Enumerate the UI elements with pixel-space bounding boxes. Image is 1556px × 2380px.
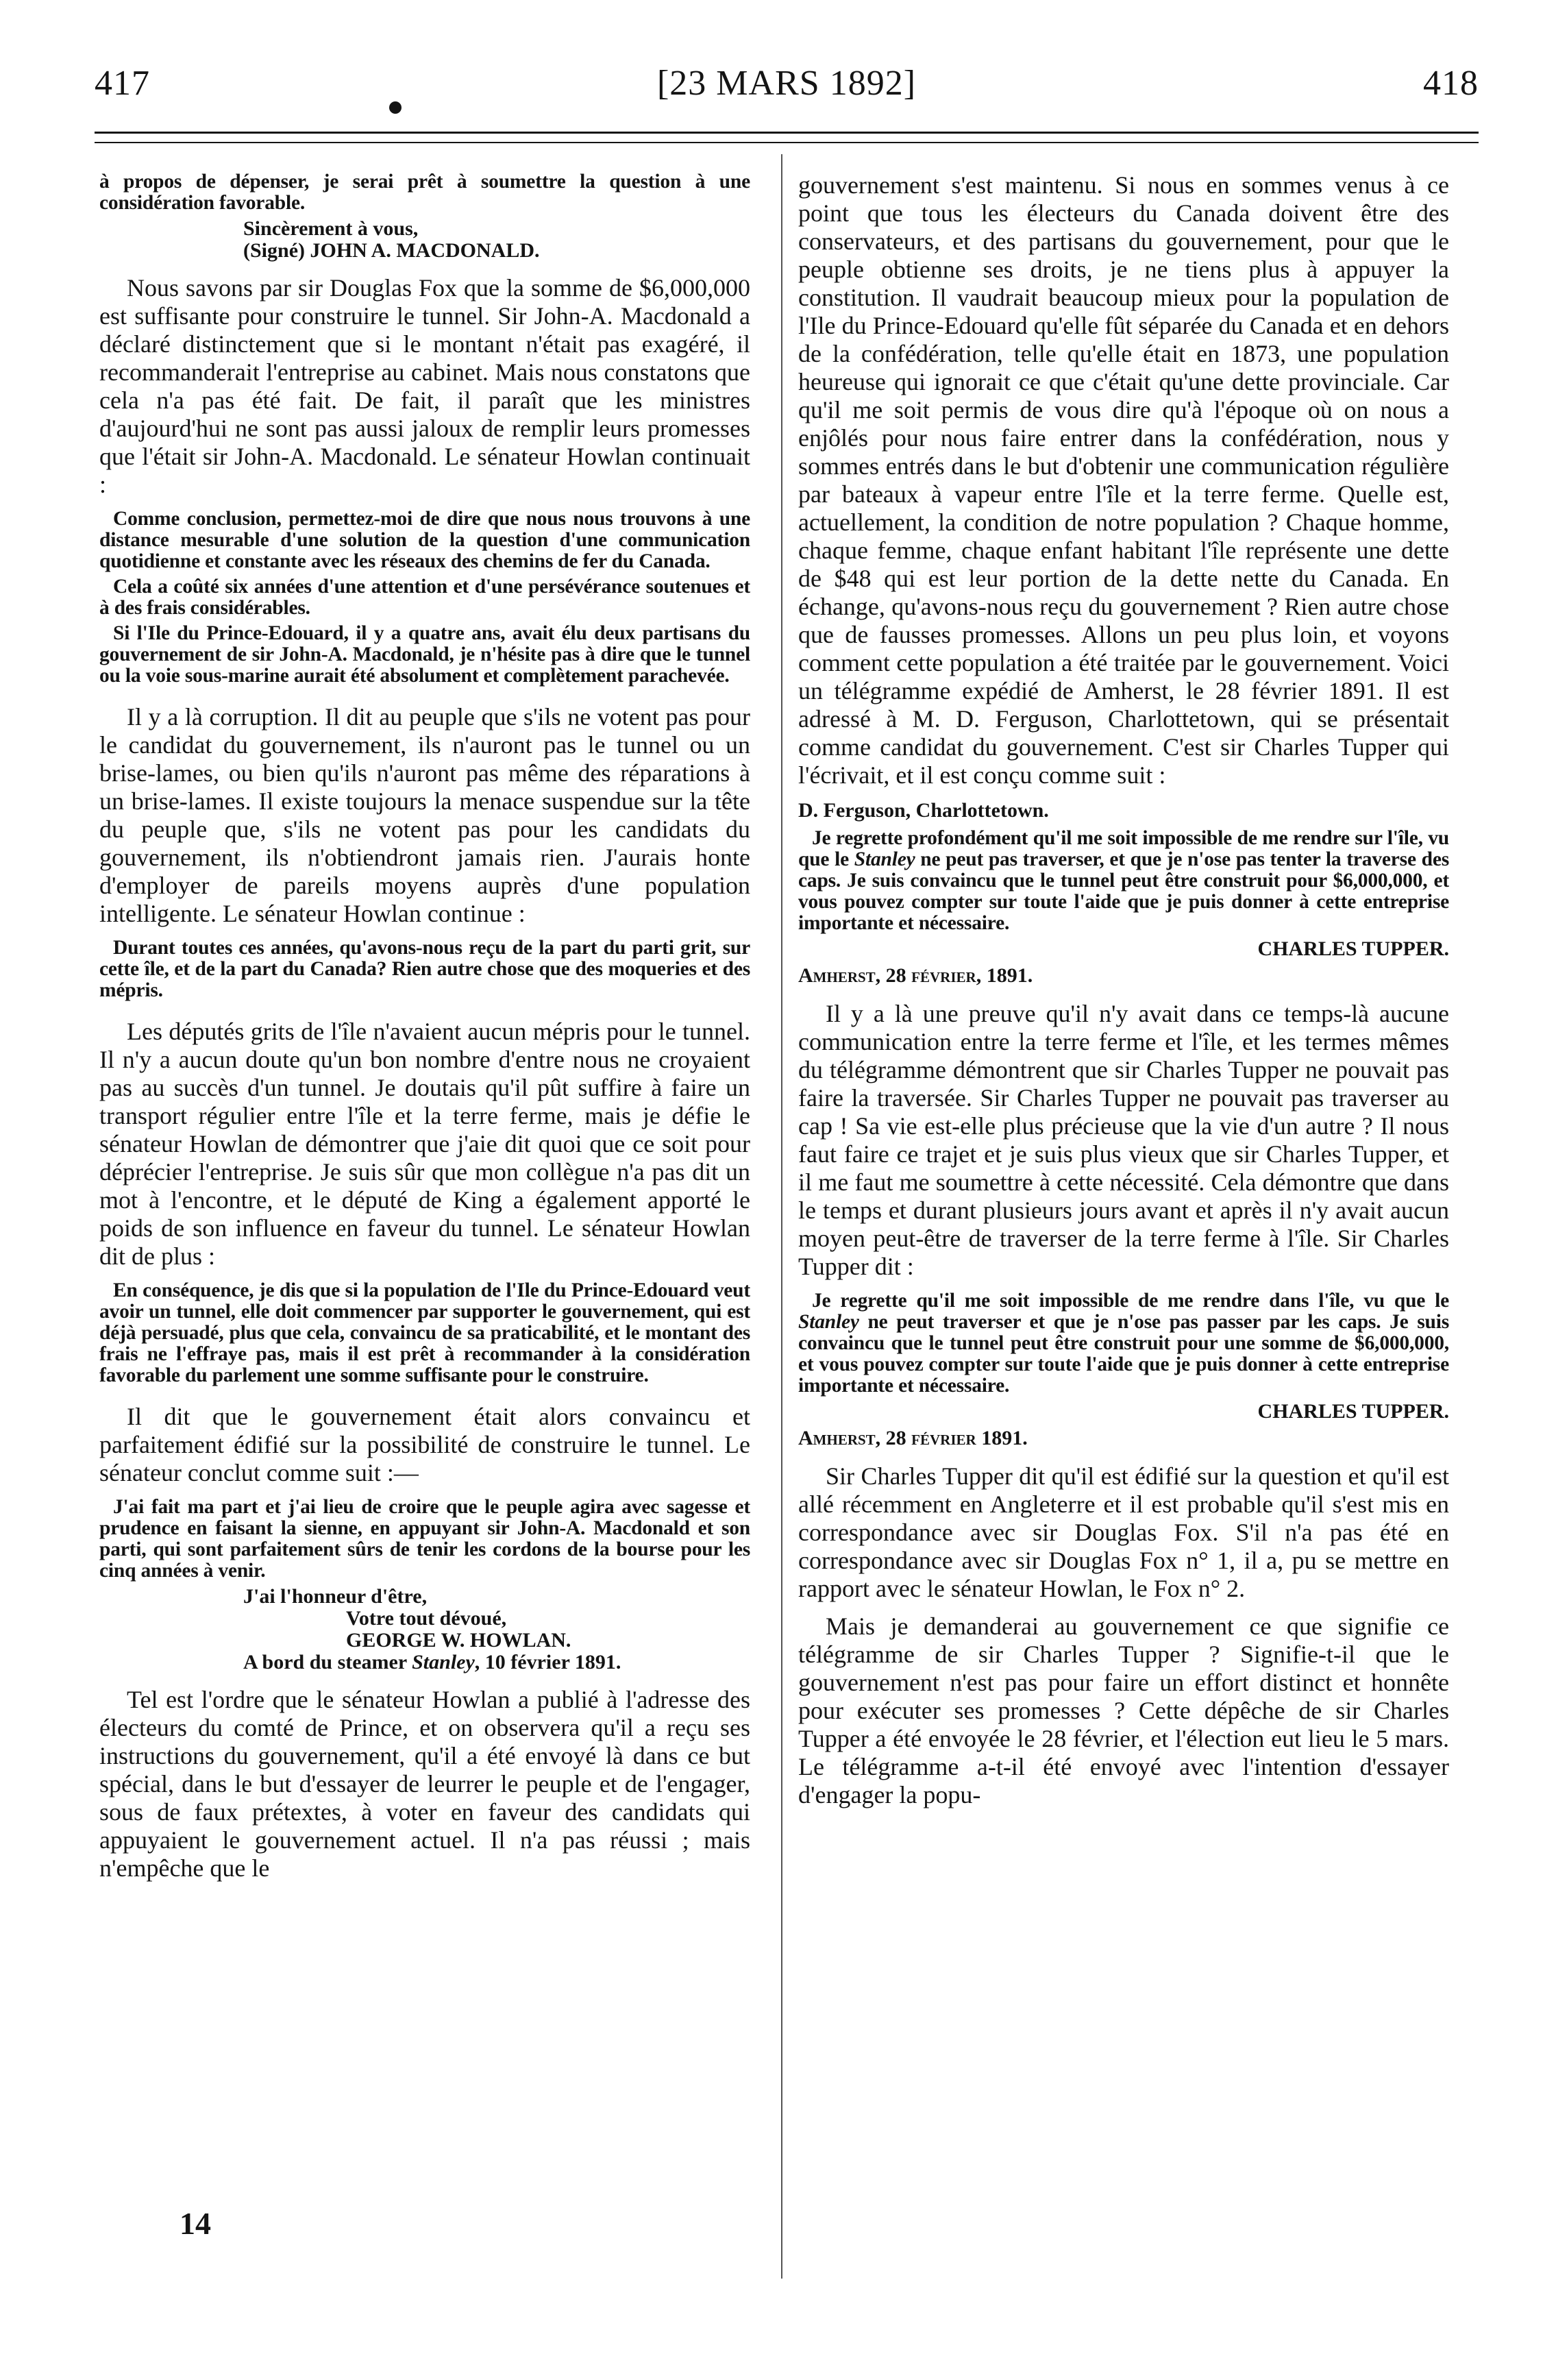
bullet-mark [389,101,402,114]
telegram-text: Je regrette profondément qu'il me soit impossible de me rendre sur l'île, vu que le Stanley ne peut pas traverser, et que je n'ose pas tenter la traverse des caps. Je suis convaincu que le tunnel peut être construit pour $6,000,000, et vous pouvez compter sur toute l'aide que je puis donner à cette entreprise importante et nécessaire. [798,827,1449,934]
header-rule [95,132,1479,134]
letter-closing: Sincèrement à vous, [243,217,419,240]
letter-signature: (Signé) JOHN A. MACDONALD. [243,239,540,262]
body-paragraph: Il dit que le gouvernement était alors convaincu et parfaitement édifié sur la possibilité de construire le tunnel. Le sénateur conclut comme suit :— [99,1403,750,1486]
body-paragraph: Sir Charles Tupper dit qu'il est édifié sur la question et qu'il est allé récemment en Angleterre et il est probable qu'il s'est mis en correspondance avec sir Douglas Fox. S'il n'a pas été en correspondance avec sir Douglas Fox n° 1, il a, pu se mettre en rapport avec le sénateur Howlan, le Fox n° 2. [798,1462,1449,1602]
letter-place-date: A bord du steamer Stanley, 10 février 1891. [243,1651,621,1673]
body-paragraph: Mais je demanderai au gouvernement ce que signifie ce télégramme de sir Charles Tupper ? Signifie-t-il que le gouvernement n'est pas pour faire un effort distinct et honnête pour exécuter ses promesses ? Cette dépêche de sir Charles Tupper a été envoyée le 28 février, et l'élection eut lieu le 5 mars. Le télégramme a-t-il été envoyé avec l'intention d'essayer d'engager la popu- [798,1612,1449,1808]
telegram-signature: CHARLES TUPPER. [1257,937,1449,960]
quote-paragraph: Si l'Ile du Prince-Edouard, il y a quatre ans, avait élu deux partisans du gouvernement de sir John-A. Macdonald, je n'hésite pas à dire que le tunnel ou la voie sous-marine aurait été absolument et complètement parachevée. [99,622,750,687]
page-header [95,48,1479,110]
body-paragraph: Les députés grits de l'île n'avaient aucun mépris pour le tunnel. Il n'y a aucun doute qu'un bon nombre d'entre nous ne croyaient pas au succès d'un tunnel. Je doutais qu'il pût suffire à faire un transport régulier entre l'île et la terre ferme, mais je défie le sénateur Howlan de démontrer que j'aie dit quoi que ce soit pour déprécier l'entreprise. Je suis sûr que mon collègue n'a pas dit un mot à l'encontre, et le député de King a également apporté le poids de son influence en faveur du tunnel. Le sénateur Howlan dit de plus : [99,1018,750,1270]
running-title: [23 MARS 1892] [656,64,917,103]
quote-paragraph: Comme conclusion, permettez-moi de dire que nous nous trouvons à une distance mesurable d'une solution de la question d'une communication quotidienne et constante avec les réseaux des chemins de fer du Canada. [99,508,750,572]
body-paragraph: Il y a là corruption. Il dit au peuple que s'ils ne votent pas pour le candidat du gouvernement, ils n'auront pas le tunnel ou un brise-lames, ou bien qu'ils n'auront pas même des réparations à un brise-lames. Il existe toujours la menace suspendue sur la tête du peuple que, s'ils ne votent pas pour les candidats du gouvernement, ils n'obtiendront jamais rien. J'aurais honte d'employer de pareils moyens auprès d'une population intelligente. Le sénateur Howlan continue : [99,703,750,927]
header-rule-thin [95,142,1479,143]
quote-paragraph: Durant toutes ces années, qu'avons-nous reçu de la part du parti grit, sur cette île, et de la part du Canada? Rien autre chose que des moqueries et des mépris. [99,937,750,1001]
signature-mark: 14 [180,2206,211,2241]
left-column [99,171,750,2309]
telegram-place-date: Amherst, 28 février 1891. [798,1427,1028,1449]
page-number-left: 417 [95,64,150,103]
telegram-text: Je regrette qu'il me soit impossible de me rendre dans l'île, vu que le Stanley ne peut traverser et que je n'ose pas passer par les caps. Je suis convaincu que le tunnel peut être construit pour une somme de $6,000,000, et vous pouvez compter sur toute l'aide que je puis donner à cette entreprise importante et nécessaire. [798,1290,1449,1397]
telegram-address: D. Ferguson, Charlottetown. [798,799,1049,822]
body-paragraph: Tel est l'ordre que le sénateur Howlan a publié à l'adresse des électeurs du comté de Prince, et on observera qu'il a reçu ses instructions du gouvernement, qu'il a été envoyé là dans ce but spécial, dans le but d'essayer de leurrer le peuple et de l'engager, sous de faux prétextes, à voter en faveur des candidats qui appuyaient le gouvernement actuel. Il n'a pas réussi ; mais n'empêche que le [99,1686,750,1882]
letter-signature: GEORGE W. HOWLAN. [346,1629,571,1652]
quote-paragraph: J'ai fait ma part et j'ai lieu de croire que le peuple agira avec sagesse et prudence en faisant la sienne, en appuyant sir John-A. Macdonald et son parti, qui sont parfaitement sûrs de tenir les cordons de la bourse pour les cinq années à venir. [99,1496,750,1582]
page-number-right: 418 [1423,64,1479,103]
quote-paragraph: En conséquence, je dis que si la population de l'Ile du Prince-Edouard veut avoir un tunnel, elle doit commencer par supporter le gouvernement, qui est déjà persuadé, plus que cela, convaincu de sa praticabilité, et le montant des frais ne l'effraye pas, mais il est prêt à recommander à la considération favorable du parlement une somme suffisante pour le construire. [99,1279,750,1386]
quote-paragraph: Cela a coûté six années d'une attention et d'une persévérance soutenues et à des frais considérables. [99,576,750,619]
right-column [798,171,1449,2309]
letter-closing: J'ai l'honneur d'être, [243,1585,428,1608]
body-paragraph: gouvernement s'est maintenu. Si nous en sommes venus à ce point que tous les électeurs du Canada doivent être des conservateurs, et des partisans du gouvernement, pour que le peuple obtienne ses droits, je ne tiens plus à appuyer la constitution. Il vaudrait beaucoup mieux pour la population de l'Ile du Prince-Edouard qu'elle fût séparée du Canada et en dehors de la confédération, telle qu'elle était en 1873, une population heureuse qui ignorait ce que c'était qu'une dette provinciale. Car qu'il me soit permis de vous dire qu'à l'époque où on nous a enjôlés pour nous faire entrer dans la confédération, nous y sommes entrés dans le but d'obtenir une communication régulière par bateaux à vapeur entre l'île et la terre ferme. Quelle est, actuellement, la condition de notre population ? Chaque homme, chaque femme, chaque enfant habitant l'île représente une dette de $48 qui est leur portion de la dette nette du Canada. En échange, qu'avons-nous reçu du gouvernement ? Rien autre chose que de fausses promesses. Allons un peu plus loin, et voyons comment cette population a été traitée par le gouvernement. Voici un télégramme expédié de Amherst, le 28 février 1891. Il est adressé à M. D. Ferguson, Charlottetown, qui se présentait comme candidat du gouvernement. C'est sir Charles Tupper qui l'écrivait, et il est conçu comme suit : [798,171,1449,789]
letter-closing: Votre tout dévoué, [346,1607,507,1630]
telegram-place-date: Amherst, 28 février, 1891. [798,964,1033,987]
body-paragraph: Il y a là une preuve qu'il n'y avait dans ce temps-là aucune communication entre la terre ferme et l'île, et les termes mêmes du télégramme démontrent que sir Charles Tupper ne pouvait pas faire la traversée. Sir Charles Tupper ne pouvait pas traverser au cap ! Sa vie est-elle plus précieuse que la vie d'un autre ? Il nous faut faire ce trajet et je suis plus vieux que sir Charles Tupper, et il me faut me soumettre à cette nécessité. Cela démontre que dans le temps et durant plusieurs jours avant et après il n'y avait aucun moyen peut-être de traverser de la terre ferme à l'île. Sir Charles Tupper dit : [798,1000,1449,1280]
telegram-signature: CHARLES TUPPER. [1257,1400,1449,1423]
body-paragraph: Nous savons par sir Douglas Fox que la somme de $6,000,000 est suffisante pour construire le tunnel. Sir John-A. Macdonald a déclaré distinctement que si le montant n'était pas exagéré, il recommanderait l'entreprise au cabinet. Mais nous constatons que cela n'a pas été fait. De fait, il paraît que les ministres d'aujourd'hui ne sont pas aussi jaloux de remplir leurs promesses que l'était sir John-A. Macdonald. Le sénateur Howlan continuait : [99,274,750,498]
column-divider [781,154,782,2279]
quote-paragraph: à propos de dépenser, je serai prêt à soumettre la question à une considération favorable. [99,171,750,214]
